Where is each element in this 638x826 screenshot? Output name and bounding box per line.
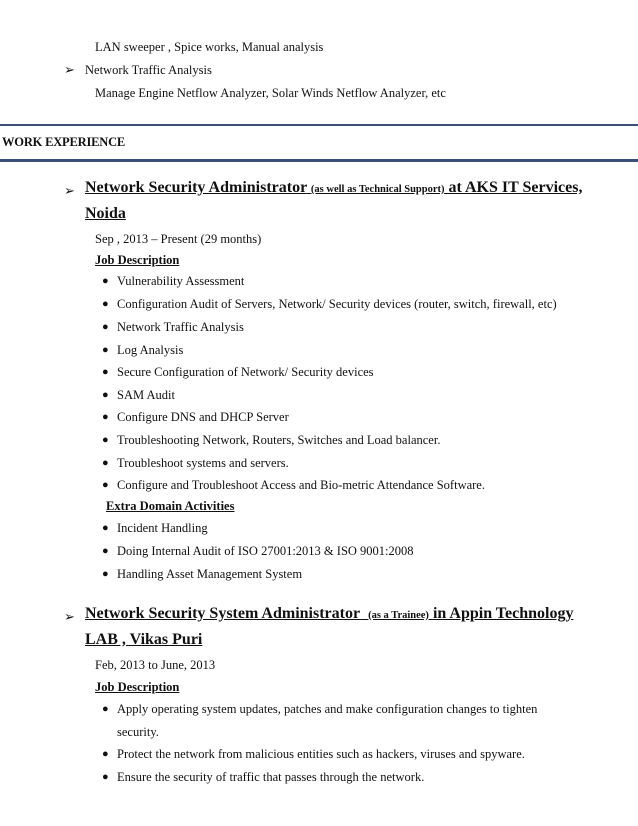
bullet-icon: ● (102, 771, 109, 783)
arrow-bullet-icon: ➢ (64, 62, 75, 77)
skills-bullet-label: Network Traffic Analysis (85, 63, 212, 77)
section-bottom-rule (0, 159, 638, 162)
bullet-icon: ● (102, 366, 109, 378)
bullet-icon: ● (102, 748, 109, 760)
bullet-icon: ● (102, 703, 109, 715)
job1-extra-label: Extra Domain Activities (106, 499, 235, 513)
job2-title-paren: (as a Trainee) (368, 610, 429, 621)
arrow-bullet-icon: ➢ (64, 183, 75, 198)
list-item: Configure DNS and DHCP Server (117, 410, 289, 424)
bullet-icon: ● (102, 411, 109, 423)
job1-title-company: at AKS IT Services, (448, 179, 583, 196)
list-item: Log Analysis (117, 343, 184, 357)
job1-title-main: Network Security Administrator (85, 179, 307, 196)
job2-title-company: in Appin Technology (432, 605, 574, 622)
skills-netflow-line: Manage Engine Netflow Analyzer, Solar Winds Netflow Analyzer, etc (95, 86, 446, 100)
bullet-icon: ● (102, 479, 109, 491)
list-item: Doing Internal Audit of ISO 27001:2013 & ISO 9001:2008 (117, 544, 414, 558)
list-item: Handling Asset Management System (117, 567, 303, 581)
section-top-rule (0, 124, 638, 126)
job2-jd-label: Job Description (95, 680, 180, 694)
list-item: SAM Audit (117, 388, 176, 402)
list-item: Troubleshooting Network, Routers, Switches and Load balancer. (117, 433, 441, 447)
skills-tools-line: LAN sweeper , Spice works, Manual analysis (95, 40, 324, 54)
job2-title-line2: LAB , Vikas Puri (85, 631, 203, 648)
job2-period: Feb, 2013 to June, 2013 (95, 658, 216, 672)
list-item: Secure Configuration of Network/ Security devices (117, 365, 374, 379)
bullet-icon: ● (102, 389, 109, 401)
section-title: WORK EXPERIENCE (2, 135, 126, 149)
bullet-icon: ● (102, 545, 109, 557)
list-item: Ensure the security of traffic that passes through the network. (117, 770, 425, 784)
bullet-icon: ● (102, 522, 109, 534)
job1-title-paren: (as well as Technical Support) (310, 184, 445, 195)
arrow-bullet-icon: ➢ (64, 609, 75, 624)
list-item: Vulnerability Assessment (117, 274, 245, 288)
bullet-icon: ● (102, 344, 109, 356)
bullet-icon: ● (102, 434, 109, 446)
list-item-continuation: security. (117, 725, 159, 739)
job1-jd-label: Job Description (95, 253, 180, 267)
job1-period: Sep , 2013 – Present (29 months) (95, 232, 262, 246)
list-item: Configuration Audit of Servers, Network/ Security devices (router, switch, firewall, etc) (117, 297, 557, 311)
bullet-icon: ● (102, 457, 109, 469)
list-item: Troubleshoot systems and servers. (117, 456, 289, 470)
bullet-icon: ● (102, 298, 109, 310)
list-item: Incident Handling (117, 521, 208, 535)
list-item: Apply operating system updates, patches and make configuration changes to tighten (117, 702, 538, 716)
bullet-icon: ● (102, 568, 109, 580)
job1-title-line2: Noida (85, 205, 126, 222)
bullet-icon: ● (102, 275, 109, 287)
list-item: Configure and Troubleshoot Access and Bio-metric Attendance Software. (117, 478, 485, 492)
job2-title (85, 605, 573, 623)
bullet-icon: ● (102, 321, 109, 333)
list-item: Protect the network from malicious entities such as hackers, viruses and spyware. (117, 747, 525, 761)
job2-title-main: Network Security System Administrator (85, 605, 361, 622)
job1-title (85, 179, 582, 197)
list-item: Network Traffic Analysis (117, 320, 244, 334)
